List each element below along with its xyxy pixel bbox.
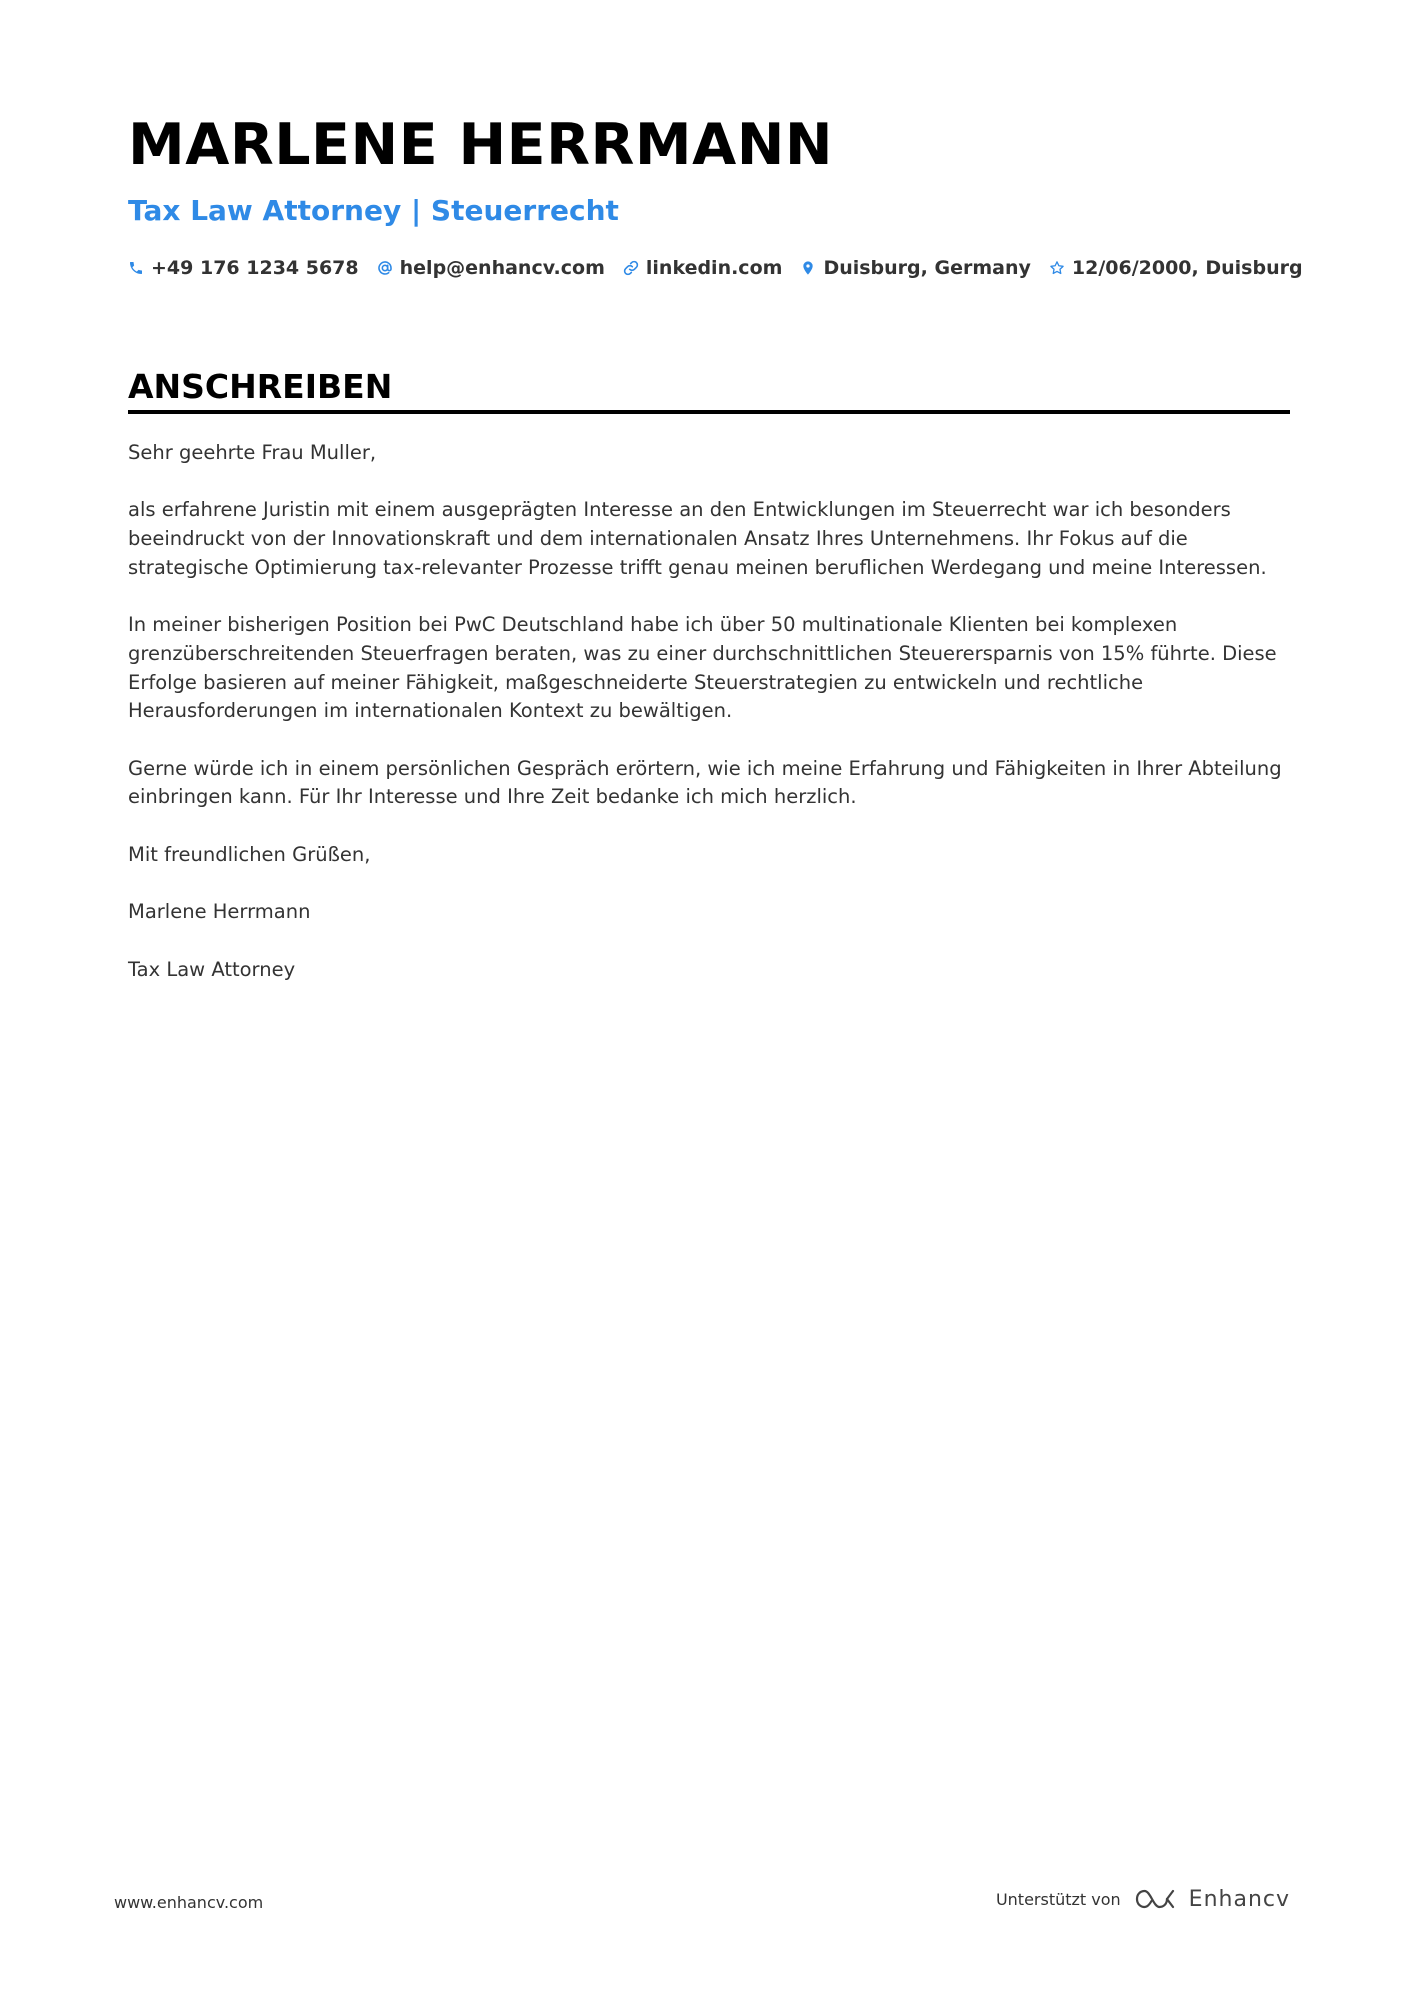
location-pin-icon: [800, 260, 816, 276]
letter-salutation: Sehr geehrte Frau Muller,: [128, 441, 377, 464]
footer-branding[interactable]: [996, 1886, 1290, 1912]
contact-email-text: help@enhancv.com: [399, 257, 605, 279]
link-icon: [623, 260, 639, 276]
contact-location-text: Duisburg, Germany: [823, 257, 1031, 279]
contact-phone-text: +49 176 1234 5678: [151, 257, 359, 279]
contact-bar: [128, 254, 1321, 282]
letter-paragraph: In meiner bisherigen Position bei PwC Deutschland habe ich über 50 multinationale Klienten bei komplexen grenzüberschreitenden Steuerfragen beraten, was zu einer durchschnittlichen Steuerersparnis von 15% führte. Diese Erfolge basieren auf meiner Fähigkeit, maßgeschneiderte Steuerstrategien zu entwickeln und rechtliche Herausforderungen im internationalen Kontext zu bewältigen.: [128, 613, 1277, 723]
letter-closing: Mit freundlichen Grüßen,: [128, 842, 371, 866]
letter-body: [128, 439, 1290, 1013]
contact-phone[interactable]: [128, 254, 359, 282]
candidate-name: MARLENE HERRMANN: [128, 112, 834, 178]
letter-paragraph: Gerne würde ich in einem persönlichen Gespräch erörtern, wie ich meine Erfahrung und Fähigkeiten in Ihrer Abteilung einbringen kann. Für Ihr Interesse und Ihre Zeit bedanke ich mich herzlich.: [128, 756, 1282, 809]
enhancv-logo-icon: [1133, 1886, 1179, 1912]
contact-location: [800, 254, 1030, 282]
contact-linkedin[interactable]: [623, 254, 783, 282]
contact-linkedin-text: linkedin.com: [645, 257, 783, 279]
signature-title: Tax Law Attorney: [128, 957, 296, 981]
at-icon: [377, 260, 393, 276]
contact-birth-text: 12/06/2000, Duisburg: [1071, 257, 1303, 279]
star-icon: [1049, 260, 1065, 276]
signature-name: Marlene Herrmann: [128, 900, 311, 924]
job-title: Tax Law Attorney | Steuerrecht: [128, 194, 619, 227]
contact-birth: [1049, 254, 1303, 282]
section-divider: [128, 410, 1290, 414]
powered-by-label: Unterstützt von: [995, 1889, 1121, 1909]
brand-name: Enhancv: [1188, 1886, 1290, 1912]
section-title: ANSCHREIBEN: [128, 367, 393, 406]
phone-icon: [128, 260, 144, 276]
letter-paragraph: als erfahrene Juristin mit einem ausgeprägten Interesse an den Entwicklungen im Steuerrecht war ich besonders beeindruckt von der Innovationskraft und dem internationalen Ansatz Ihres Unternehmens. Ihr Fokus auf die strategische Optimierung tax-relevanter Prozesse trifft genau meinen beruflichen Werdegang und meine Interessen.: [128, 498, 1267, 579]
contact-email[interactable]: [377, 254, 605, 282]
footer-website[interactable]: www.enhancv.com: [114, 1893, 264, 1912]
